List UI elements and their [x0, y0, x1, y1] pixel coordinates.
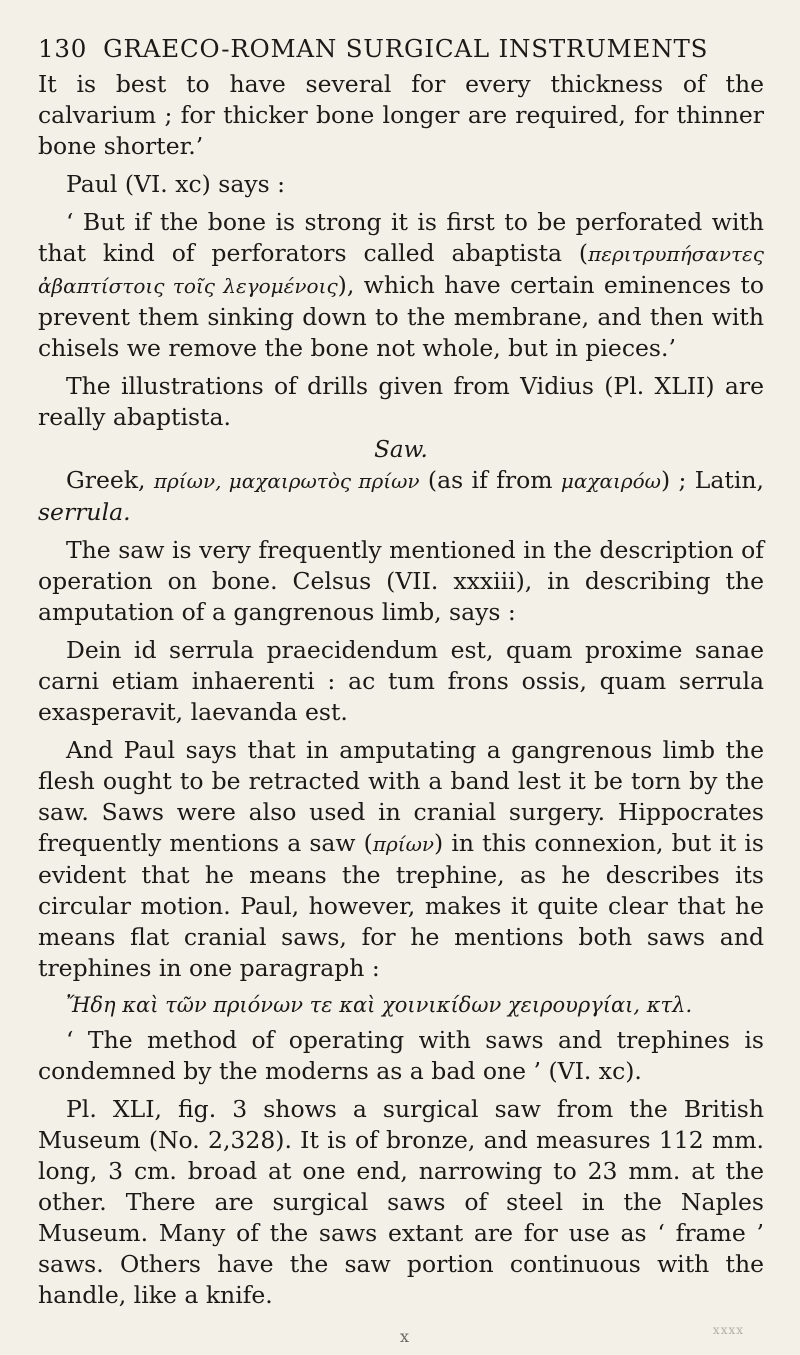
- text-as-if-from: (as if from: [419, 466, 561, 494]
- paragraph-calvarium: It is best to have several for every thickness of the calvarium ; for thicker bone longer are required, for thinner bone shorter.’: [38, 70, 764, 160]
- text-greek-label: Greek,: [66, 466, 154, 494]
- text-amputation-a: And Paul says that in amputating a gangrenous limb the flesh ought to be retracted with a band lest it be torn by the saw. Saws were also used in cranial surgery. Hippocrates frequently mentions a saw (: [38, 736, 764, 857]
- latin-term-serrula: serrula.: [38, 498, 131, 526]
- greek-term-prion: πρίων: [372, 832, 435, 856]
- text-amputation-b: ) in this connexion, but it is evident that he means the trephine, as he describes its circular motion. Paul, however, makes it quite clear that he means flat cranial saws, for he mentions both saws and trephines in one paragraph :: [38, 829, 764, 982]
- greek-quotation: Ἤδη καὶ τῶν πριόνων τε καὶ χοινικίδων χειρουργίαι, κτλ.: [66, 993, 693, 1017]
- faint-page-mark: xxxx: [712, 1323, 744, 1337]
- paragraph-saw-names: [38, 465, 764, 528]
- paragraph-paul-says: Paul (VI. xc) says :: [66, 170, 286, 198]
- paragraph-abaptista-quote: [38, 207, 764, 364]
- paragraph-paul-amputation: [38, 735, 764, 984]
- greek-term-saw: πρίων, μαχαιρωτὸς πρίων: [153, 469, 420, 493]
- paragraph-vidius-illustrations: The illustrations of drills given from Vidius (Pl. XLII) are really abaptista.: [38, 372, 764, 431]
- paragraph-method-condemned: ‘ The method of operating with saws and trephines is condemned by the moderns as a bad one ’ (VI. xc).: [38, 1026, 764, 1085]
- paragraph-celsus: The saw is very frequently mentioned in the description of operation on bone. Celsus (VII. xxxiii), in describing the amputation of a gangrenous limb, says :: [38, 536, 764, 626]
- quote-text-b: ), which have certain eminences to prevent them sinking down to the membrane, and then with chisels we remove the bone not whole, but in pieces.’: [38, 271, 765, 362]
- paragraph-latin-quote: Dein id serrula praecidendum est, quam proxime sanae carni etiam inhaerenti : ac tum frons ossis, quam serrula exasperavit, laevanda est.: [38, 636, 764, 726]
- quote-text-a: ‘ But if the bone is strong it is first to be perforated with that kind of perforators called abaptista (: [38, 208, 764, 267]
- signature-mark: x: [400, 1327, 410, 1346]
- page-number: 130: [38, 34, 88, 63]
- greek-term-perforators: περιτρυπήσαντες ἀβαπτίστοις τοῖς λεγομένοις: [38, 242, 764, 298]
- text-latin-label: ) ; Latin,: [660, 466, 764, 494]
- running-header: [38, 34, 764, 63]
- running-title: GRAECO-ROMAN SURGICAL INSTRUMENTS: [103, 34, 709, 63]
- paragraph-british-museum-saw: Pl. XLI, fig. 3 shows a surgical saw from the British Museum (No. 2,328). It is of bronze, and measures 112 mm. long, 3 cm. broad at one end, narrowing to 23 mm. at the other. There are surgical saws of steel in the Naples Museum. Many of the saws extant are for use as ‘ frame ’ saws. Others have the saw portion continuous with the handle, like a knife.: [38, 1095, 764, 1309]
- section-heading-saw: Saw.: [374, 437, 428, 463]
- greek-term-verb: μαχαιρόω: [560, 469, 661, 493]
